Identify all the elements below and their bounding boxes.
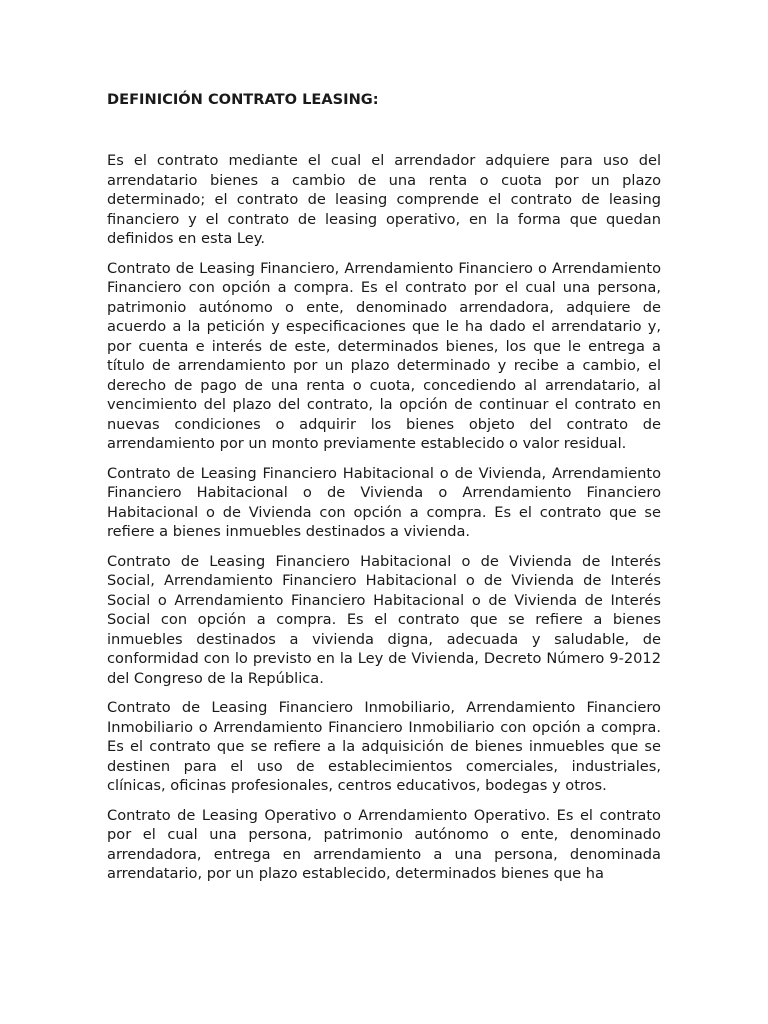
paragraph-leasing-definition: Es el contrato mediante el cual el arrendador adquiere para uso del arrendatario bienes a cambio de una renta o cuota por un plazo determinado; el contrato de leasing comprende el contrato de leasing financiero y el contrato de leasing operativo, en la forma que quedan definidos en esta Ley. xyxy=(107,152,661,247)
document-title: DEFINICIÓN CONTRATO LEASING: xyxy=(107,91,379,108)
paragraph-social-housing-leasing: Contrato de Leasing Financiero Habitacional o de Vivienda de Interés Social, Arrendamiento Financiero Habitacional o de Vivienda de Interés Social o Arrendamiento Financiero Habitacional o de Vivienda de Interés Social con opción a compra. Es el contrato que se refiere a bienes inmuebles destinados a vivienda digna, adecuada y saludable, de conformidad con lo previsto en la Ley de Vivienda, Decreto Número 9-2012 del Congreso de la República. xyxy=(107,552,661,687)
document-body xyxy=(107,90,661,894)
paragraph-financial-leasing: Contrato de Leasing Financiero, Arrendamiento Financiero o Arrendamiento Financiero con opción a compra. Es el contrato por el cual una persona, patrimonio autónomo o ente, denominado arrendadora, adquiere de acuerdo a la petición y especificaciones que le ha dado el arrendatario y, por cuenta e interés de este, determinados bienes, los que le entrega a título de arrendamiento por un plazo determinado y recibe a cambio, el derecho de pago de una renta o cuota, concediendo al arrendatario, al vencimiento del plazo del contrato, la opción de continuar el contrato en nuevas condiciones o adquirir los bienes objeto del contrato de arrendamiento por un monto previamente establecido o valor residual. xyxy=(107,259,661,452)
paragraph-operating-leasing: Contrato de Leasing Operativo o Arrendamiento Operativo. Es el contrato por el cual una persona, patrimonio autónomo o ente, denominado arrendadora, entrega en arrendamiento a una persona, denominada arrendatario, por un plazo establecido, determinados bienes que ha xyxy=(107,806,661,882)
paragraph-real-estate-leasing: Contrato de Leasing Financiero Inmobiliario, Arrendamiento Financiero Inmobiliario o Arrendamiento Financiero Inmobiliario con opción a compra. Es el contrato que se refiere a la adquisición de bienes inmuebles que se destinen para el uso de establecimientos comerciales, industriales, clínicas, oficinas profesionales, centros educativos, bodegas y otros. xyxy=(107,699,661,794)
paragraph-housing-leasing: Contrato de Leasing Financiero Habitacional o de Vivienda, Arrendamiento Financiero Habitacional o de Vivienda o Arrendamiento Financiero Habitacional o de Vivienda con opción a compra. Es el contrato que se refiere a bienes inmuebles destinados a vivienda. xyxy=(107,464,661,540)
